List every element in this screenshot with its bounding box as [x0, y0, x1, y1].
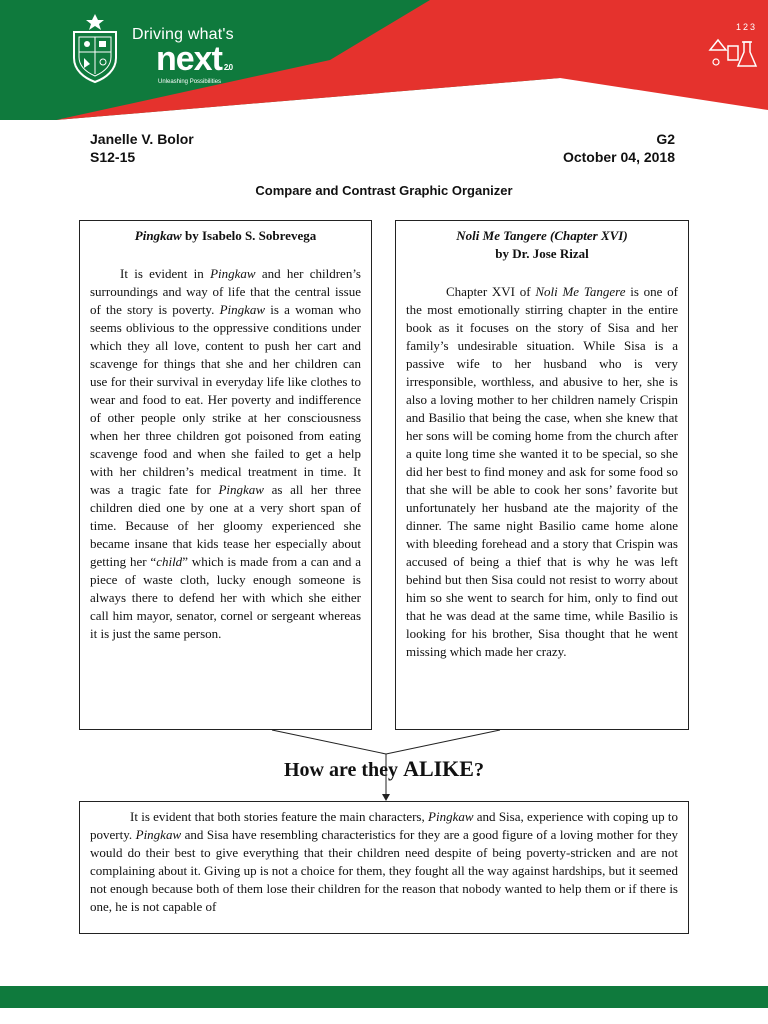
student-info-right	[563, 130, 675, 166]
text-run: is one of the most emotionally stirring chapter in the entire book as it focuses on the story of Sisa and her family’s undesirable situation. While Sisa is a passive wife to her husband who is very irresponsible, worthless, and abusive to her, she is also a loving mother to her children namely Crispin and Basilio that being the case, when she knew that her sons will be coming home from the church after a quite long time she wanted it to be special, so she did her best to find money and ask for some food so that she will be able to cook her sons’ favorite but unfortunately her husband ate the majority of the dinner. The same night Basilio came home alone with bleeding forehead and a story that Crispin was accused of being a thief that is why he was left behind but then Sisa could not resist to worry about him so she went to search for him, only to find out that he was dead at the same time, while Basilio is looking for his brother, Sisa thought that he went missing which made her crazy.	[406, 284, 678, 659]
text-run-italic: Pingkaw	[219, 302, 266, 317]
brand-tagline: Unleashing Possibilities	[158, 79, 222, 85]
brand-line2	[156, 40, 234, 83]
similarities-box	[79, 801, 689, 934]
text-run: ” which is made from a can and a piece of waste cloth, lucky enough someone is always there to defend her with which she either call him mayor, senator, cornel or sergeant whereas it is just the same person.	[90, 554, 361, 641]
brand-next: next	[156, 40, 222, 78]
text-run-italic: Noli Me Tangere	[535, 284, 626, 299]
text-run-italic: Pingkaw	[428, 809, 474, 824]
text-run: and Sisa have resembling characteristics for they are a good figure of a loving mother for they would do their best to give everything that their children need despite of being poverty-stricken and are not complaining about it. Giving up is not a choice for them, they fought all the way against hardships, but it seemed not enough because both of them lose their children for the reason that nobody wanted to help them or if there is one, he is not capable of	[90, 827, 679, 914]
alike-heading	[0, 756, 768, 782]
text-run: as all her three children died one by one at a very short span of time. Because of her gloomy experienced she became insane that kids tease her especially about getting her “	[90, 482, 361, 569]
school-crest-icon	[66, 12, 124, 84]
noli-paragraph	[406, 283, 678, 661]
text-run-italic: Pingkaw	[135, 827, 182, 842]
brand-line1: Driving what's	[132, 26, 234, 43]
document-title: Compare and Contrast Graphic Organizer	[255, 183, 513, 198]
brand-version: 2.0	[223, 63, 233, 72]
student-section: S12-15	[90, 149, 136, 165]
brand-wordmark	[132, 26, 234, 85]
text-run: and Sisa, experience with coping up to poverty.	[90, 809, 678, 842]
text-run-italic: Pingkaw	[210, 266, 256, 281]
text-run: It is evident that both stories feature the main characters,	[130, 809, 429, 824]
deco-numbers: 123	[736, 22, 758, 32]
alike-suffix: ?	[473, 759, 484, 781]
pingkaw-title-author: by Isabelo S. Sobrevega	[181, 228, 317, 243]
student-group: G2	[656, 131, 675, 147]
student-info-left	[90, 130, 194, 166]
text-run: and her children’s surroundings and way of life that the central issue of the story is poverty.	[90, 266, 361, 317]
noli-title-line2: by Dr. Jose Rizal	[495, 246, 589, 261]
footer-bar	[0, 986, 768, 1008]
submission-date: October 04, 2018	[562, 149, 675, 165]
noli-box-title	[406, 227, 678, 263]
pingkaw-box-title	[90, 227, 361, 245]
noli-box	[395, 220, 689, 730]
text-run-italic: Pingkaw	[218, 482, 264, 497]
text-run: It is evident in	[120, 266, 211, 281]
pingkaw-title-italic: Pingkaw	[134, 228, 182, 243]
text-run: is a woman who seems oblivious to the oppressive conditions under which they all love, content to push her cart and scavenge for things that she and her children can use for their survival in everyday life like clothes to wear and food to eat. Her poverty and indifference of other people only strike at her consciousness when her three children got poisoned from eating scavenge food and when she failed to get a help with her children’s medical treatment in time. It was a tragic fate for	[90, 302, 362, 497]
pingkaw-box	[79, 220, 372, 730]
alike-emphasis: ALIKE	[403, 756, 474, 781]
pingkaw-paragraph	[90, 265, 361, 643]
alike-prefix: How are they	[284, 759, 404, 781]
noli-title-line1: Noli Me Tangere (Chapter XVI)	[456, 228, 628, 243]
student-name: Janelle V. Bolor	[90, 131, 194, 147]
text-run-italic: child	[156, 554, 183, 569]
text-run: Chapter XVI of	[446, 284, 536, 299]
similarities-paragraph	[90, 808, 678, 916]
